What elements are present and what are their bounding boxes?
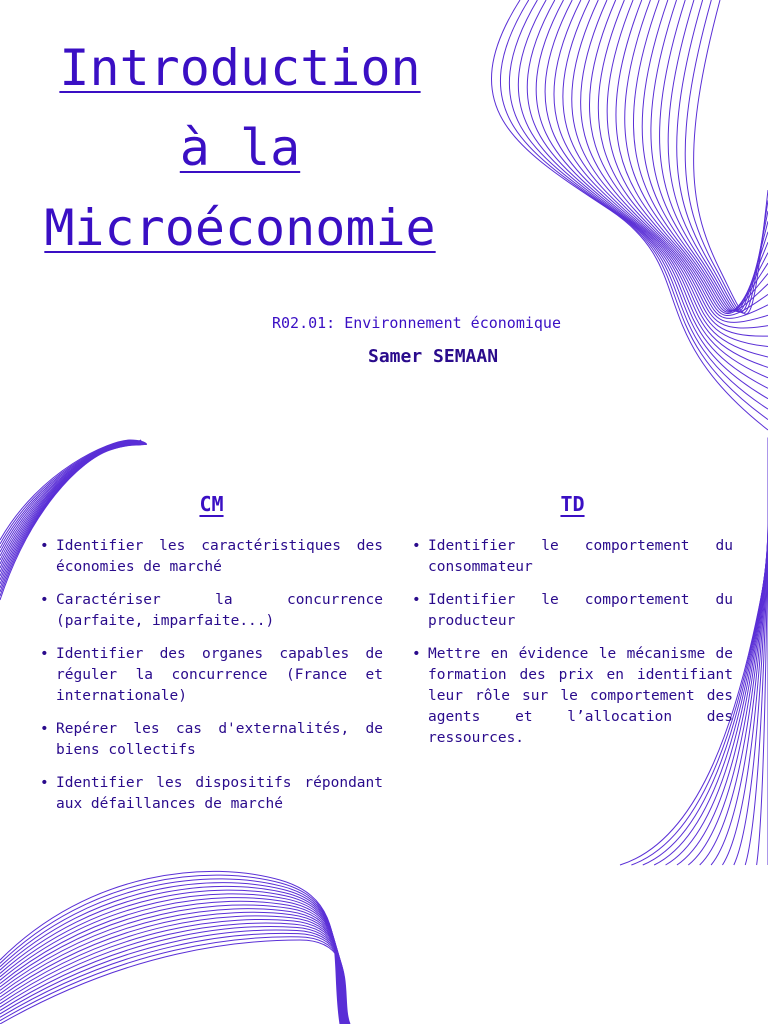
wave-line xyxy=(607,0,768,316)
wave-line xyxy=(554,0,768,357)
wave-line xyxy=(572,0,768,336)
wave-line xyxy=(0,909,345,1024)
wave-line xyxy=(527,0,768,388)
author-name: Samer SEMAAN xyxy=(368,346,499,367)
wave-line xyxy=(757,441,768,865)
cm-list xyxy=(40,536,383,815)
page-title xyxy=(0,28,480,268)
wave-line xyxy=(0,871,340,1024)
wave-line xyxy=(500,0,768,420)
course-subtitle: R02.01: Environnement économique xyxy=(272,314,561,332)
wave-line xyxy=(581,0,768,328)
title-line-1[interactable]: Introduction xyxy=(59,39,421,97)
wave-line xyxy=(0,905,345,1024)
wave-line xyxy=(0,912,346,1024)
list-item: • Identifier les caractéristiques des économies de marché xyxy=(40,536,383,578)
wave-line xyxy=(0,901,344,1024)
wave-line xyxy=(677,0,768,312)
wave-line xyxy=(0,883,342,1024)
wave-line xyxy=(509,0,768,409)
list-item: • Identifier les dispositifs répondant aux défaillances de marché xyxy=(40,773,383,815)
wave-line xyxy=(0,898,344,1024)
wave-line xyxy=(0,886,342,1024)
wave-line xyxy=(668,0,768,312)
wave-line xyxy=(0,923,347,1024)
wave-line xyxy=(598,0,768,318)
wave-line xyxy=(0,919,347,1024)
list-item: • Identifier le comportement du producteur xyxy=(412,590,733,632)
wave-line xyxy=(625,0,768,312)
wave-line xyxy=(589,0,768,322)
wave-line xyxy=(0,875,341,1024)
wave-bottom-left xyxy=(0,871,350,1024)
wave-line xyxy=(0,927,348,1024)
list-item: • Identifier des organes capables de réguler la concurrence (France et internationale) xyxy=(40,644,383,707)
list-item: • Repérer les cas d'externalités, de biens collectifs xyxy=(40,719,383,761)
list-item: • Identifier le comportement du consommateur xyxy=(412,536,733,578)
list-item: • Caractériser la concurrence (parfaite, imparfaite...) xyxy=(40,590,383,632)
wave-line xyxy=(563,0,768,347)
wave-line xyxy=(660,0,768,311)
wave-line xyxy=(0,916,346,1024)
wave-line xyxy=(642,0,768,311)
wave-line xyxy=(734,448,768,865)
wave-line xyxy=(0,930,348,1024)
list-item: • Mettre en évidence le mécanisme de formation des prix en identifiant leur rôle sur le comportement des agents et l’allocation des ressources. xyxy=(412,644,733,749)
title-line-2[interactable]: à la xyxy=(179,119,301,177)
wave-line xyxy=(491,0,768,430)
wave-line xyxy=(0,890,343,1024)
wave-line xyxy=(685,0,768,313)
td-list xyxy=(412,536,733,749)
td-column xyxy=(412,492,733,761)
wave-line xyxy=(694,0,768,314)
td-heading: TD xyxy=(560,492,585,516)
cm-heading: CM xyxy=(199,492,224,516)
wave-line xyxy=(0,940,350,1024)
wave-line xyxy=(651,0,768,311)
title-line-3[interactable]: Microéconomie xyxy=(44,199,436,257)
wave-line xyxy=(633,0,768,311)
wave-line xyxy=(518,0,768,399)
cm-column xyxy=(40,492,383,827)
wave-line xyxy=(545,0,768,367)
wave-line xyxy=(0,879,341,1024)
wave-line xyxy=(0,937,349,1024)
wave-line xyxy=(0,933,349,1024)
wave-line xyxy=(536,0,768,378)
wave-line xyxy=(616,0,768,314)
wave-line xyxy=(745,445,768,865)
wave-line xyxy=(0,894,343,1024)
wave-top-right xyxy=(491,0,768,430)
